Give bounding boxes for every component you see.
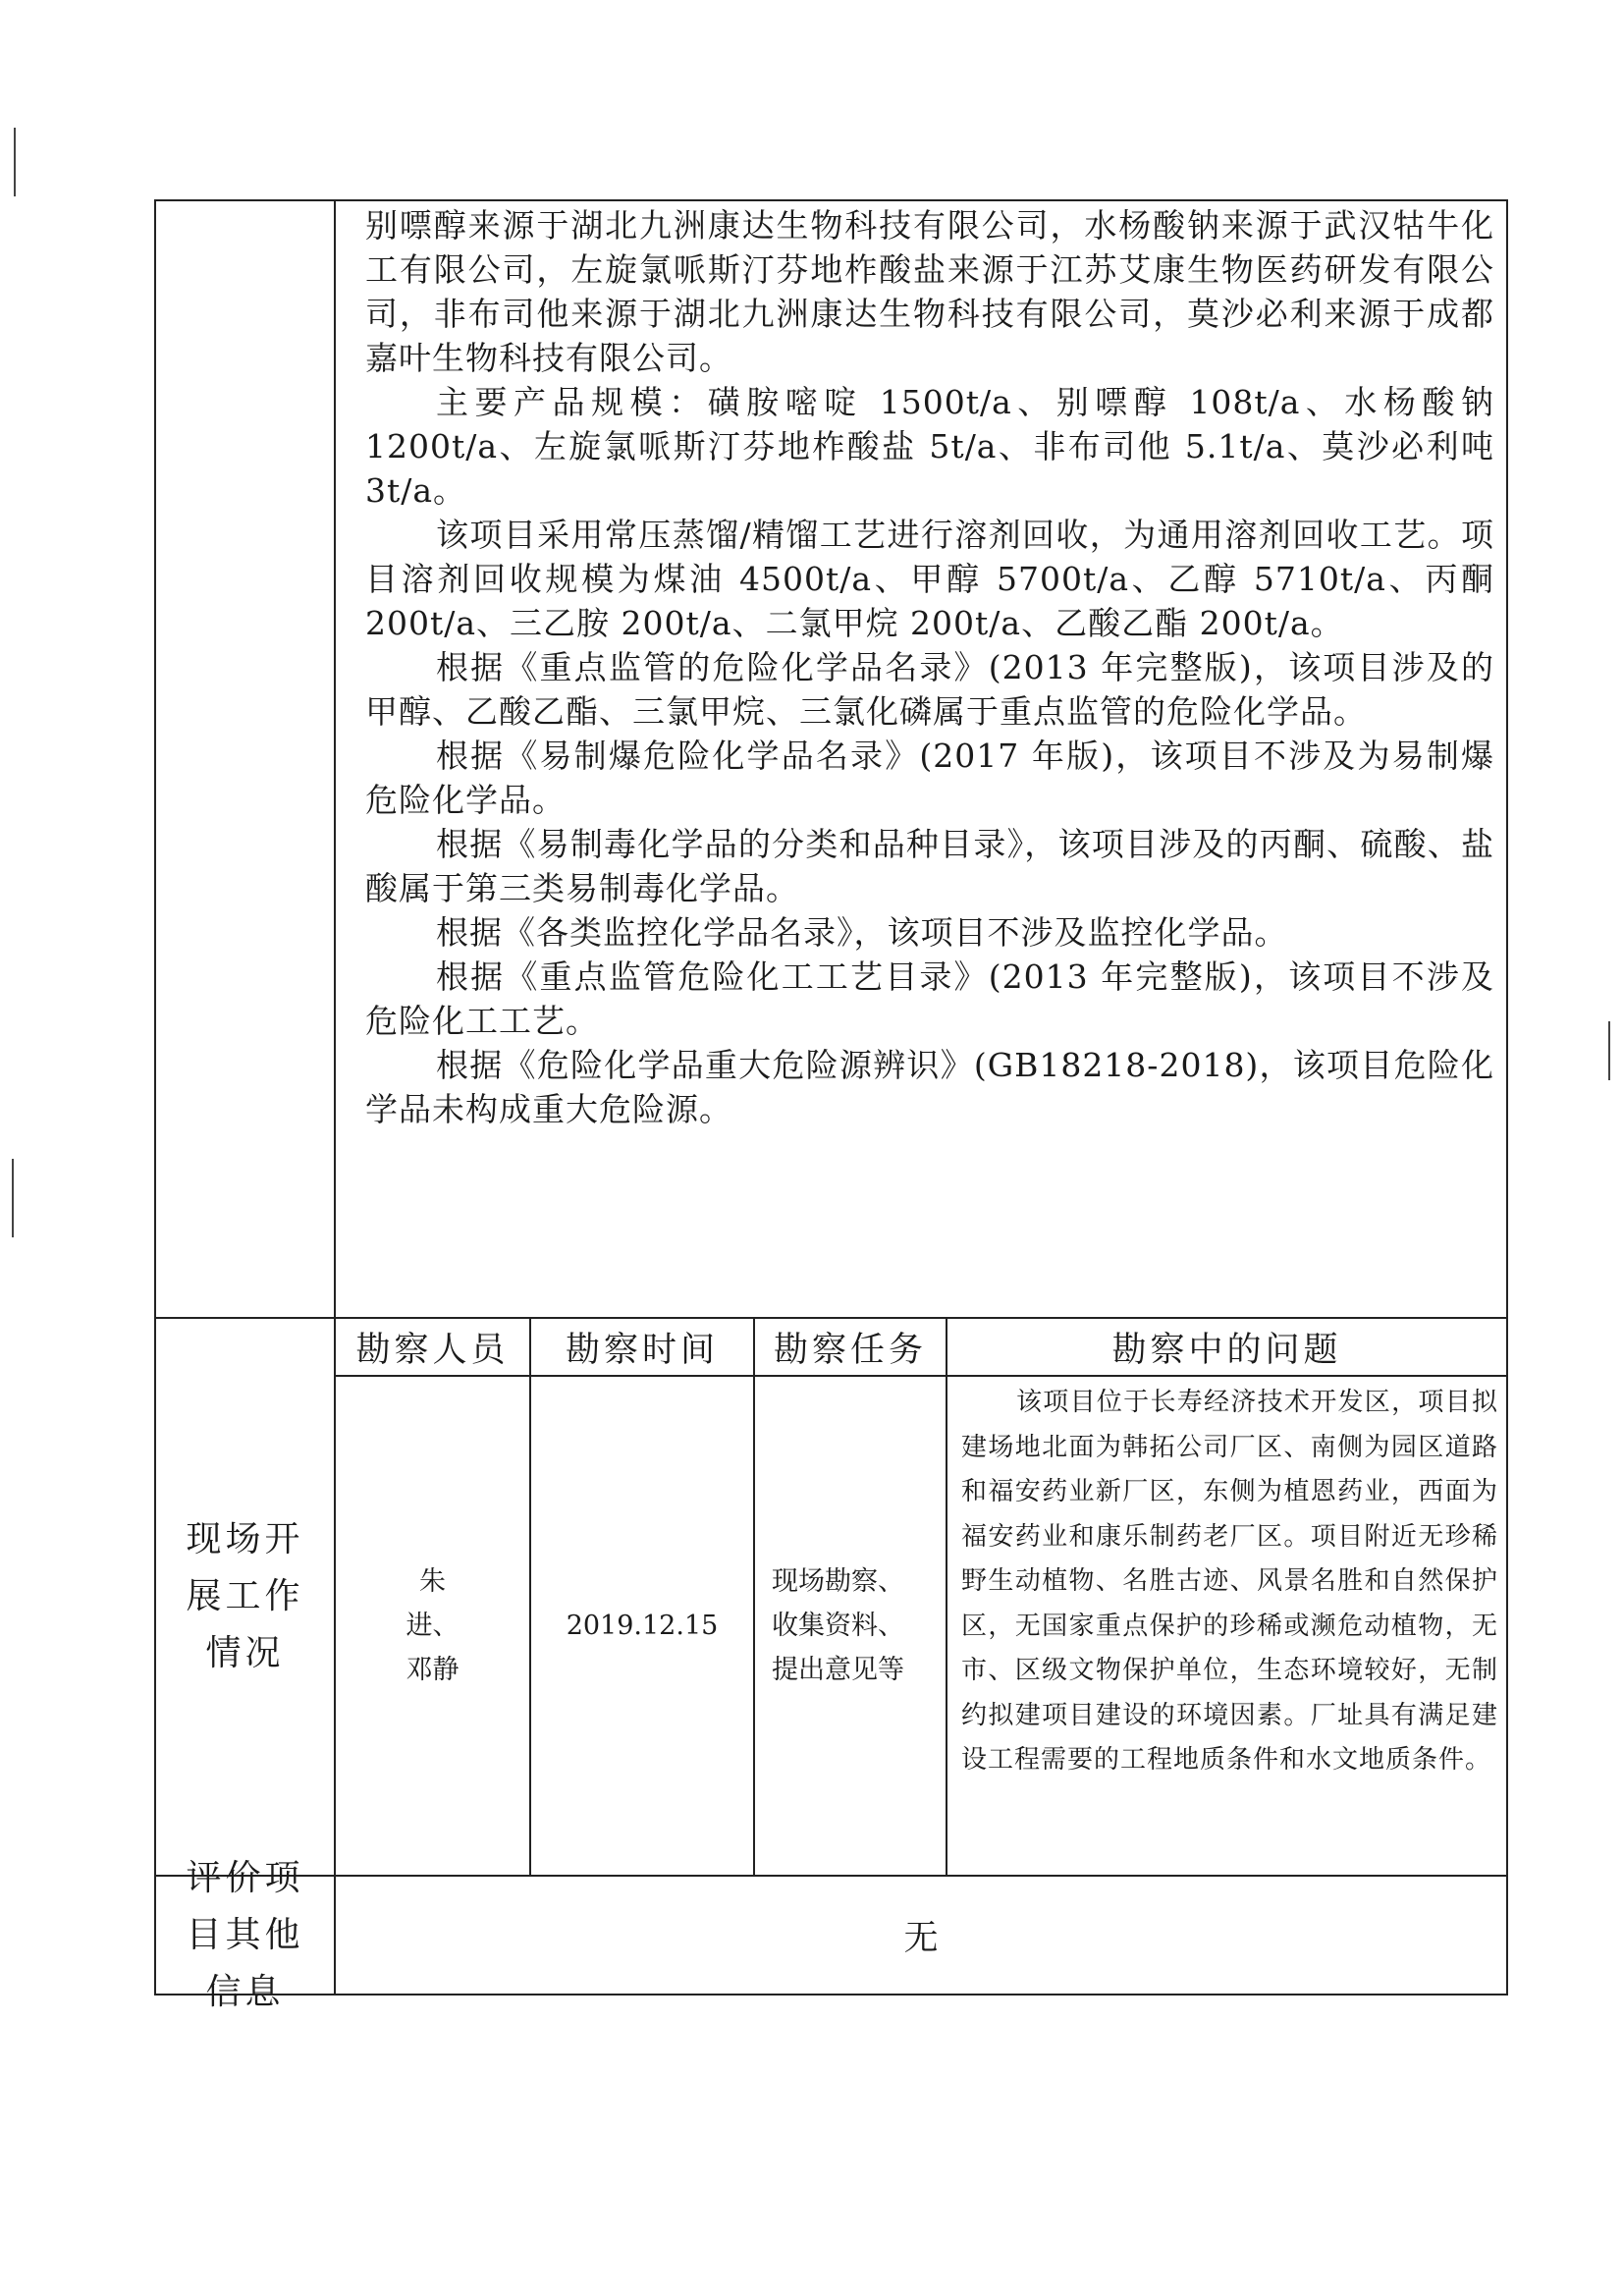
other-info-content <box>336 1877 1506 1994</box>
description-paragraph: 根据《各类监控化学品名录》，该项目不涉及监控化学品。 <box>436 913 1288 952</box>
header-date: 勘察时间 <box>531 1319 755 1375</box>
description-paragraph: 根据《重点监管危险化工工艺目录》(2013 年完整版)，该项目不涉及危险化工工艺。 <box>365 957 1494 1040</box>
field-work-label-text: 现场开展工作情况 <box>186 1519 304 1673</box>
header-issues: 勘察中的问题 <box>1111 1330 1342 1370</box>
project-description <box>336 201 1506 1317</box>
form-table <box>154 199 1508 2012</box>
other-info-label <box>156 1857 336 2012</box>
issues-cell <box>947 1377 1506 1875</box>
other-info-label-text: 评价项目其他信息 <box>186 1857 304 2012</box>
date-cell <box>531 1377 755 1875</box>
other-info-row <box>156 1857 1506 2012</box>
tasks-value: 现场勘察、收集资料、提出意见等 <box>772 1566 904 1685</box>
scan-mark <box>1608 1021 1610 1080</box>
tasks-cell <box>755 1377 947 1875</box>
survey-header-row <box>336 1319 1506 1377</box>
other-info-value: 无 <box>903 1918 939 1958</box>
scan-mark <box>12 1159 14 1237</box>
issues-value: 该项目位于长寿经济技术开发区，项目拟建场地北面为韩拓公司厂区、南侧为园区道路和福安药业新厂区，东侧为植恩药业，西面为福安药业和康乐制药老厂区。项目附近无珍稀野生动植物、名胜古迹、风景名胜和自然保护区，无国家重点保护的珍稀或濒危动植物，无市、区级文物保护单位，生态环境较好，无制约拟建项目建设的环境因素。厂址具有满足建设工程需要的工程地质条件和水文地质条件。 <box>961 1388 1498 1775</box>
personnel-value: 朱进、邓静 <box>406 1566 460 1685</box>
survey-body-row <box>336 1377 1506 1875</box>
header-personnel: 勘察人员 <box>336 1319 531 1375</box>
header-tasks: 勘察任务 <box>755 1319 947 1375</box>
description-label-cell <box>156 201 336 1317</box>
survey-table <box>336 1319 1506 1875</box>
description-row <box>156 201 1506 1319</box>
description-paragraph: 该项目采用常压蒸馏/精馏工艺进行溶剂回收，为通用溶剂回收工艺。项目溶剂回收规模为煤油 4500t/a、甲醇 5700t/a、乙醇 5710t/a、丙酮 200t/a、三乙胺 200t/a、二氯甲烷 200t/a、乙酸乙酯 200t/a。 <box>365 516 1494 642</box>
date-value: 2019.12.15 <box>566 1611 719 1641</box>
scan-mark <box>14 128 16 196</box>
description-paragraph: 根据《易制毒化学品的分类和品种目录》，该项目涉及的丙酮、硫酸、盐酸属于第三类易制毒化学品。 <box>365 825 1494 907</box>
description-paragraph: 根据《危险化学品重大危险源辨识》(GB18218-2018)，该项目危险化学品未构成重大危险源。 <box>365 1046 1494 1128</box>
description-paragraph: 根据《易制爆危险化学品名录》(2017 年版)，该项目不涉及为易制爆危险化学品。 <box>365 737 1494 819</box>
field-work-row <box>156 1319 1506 1877</box>
field-work-label <box>156 1319 336 1875</box>
description-paragraph: 别嘌醇来源于湖北九洲康达生物科技有限公司，水杨酸钠来源于武汉牯牛化工有限公司，左旋氯哌斯汀芬地柞酸盐来源于江苏艾康生物医药研发有限公司，非布司他来源于湖北九洲康达生物科技有限公司，莫沙必利来源于成都嘉叶生物科技有限公司。 <box>365 206 1494 377</box>
personnel-cell <box>336 1377 531 1875</box>
description-paragraph: 主要产品规模：磺胺嘧啶 1500t/a、别嘌醇 108t/a、水杨酸钠1200t/a、左旋氯哌斯汀芬地柞酸盐 5t/a、非布司他 5.1t/a、莫沙必利吨 3t/a。 <box>365 383 1494 510</box>
description-paragraph: 根据《重点监管的危险化学品名录》(2013 年完整版)，该项目涉及的甲醇、乙酸乙酯、三氯甲烷、三氯化磷属于重点监管的危险化学品。 <box>365 648 1494 731</box>
field-work-content <box>336 1319 1506 1875</box>
